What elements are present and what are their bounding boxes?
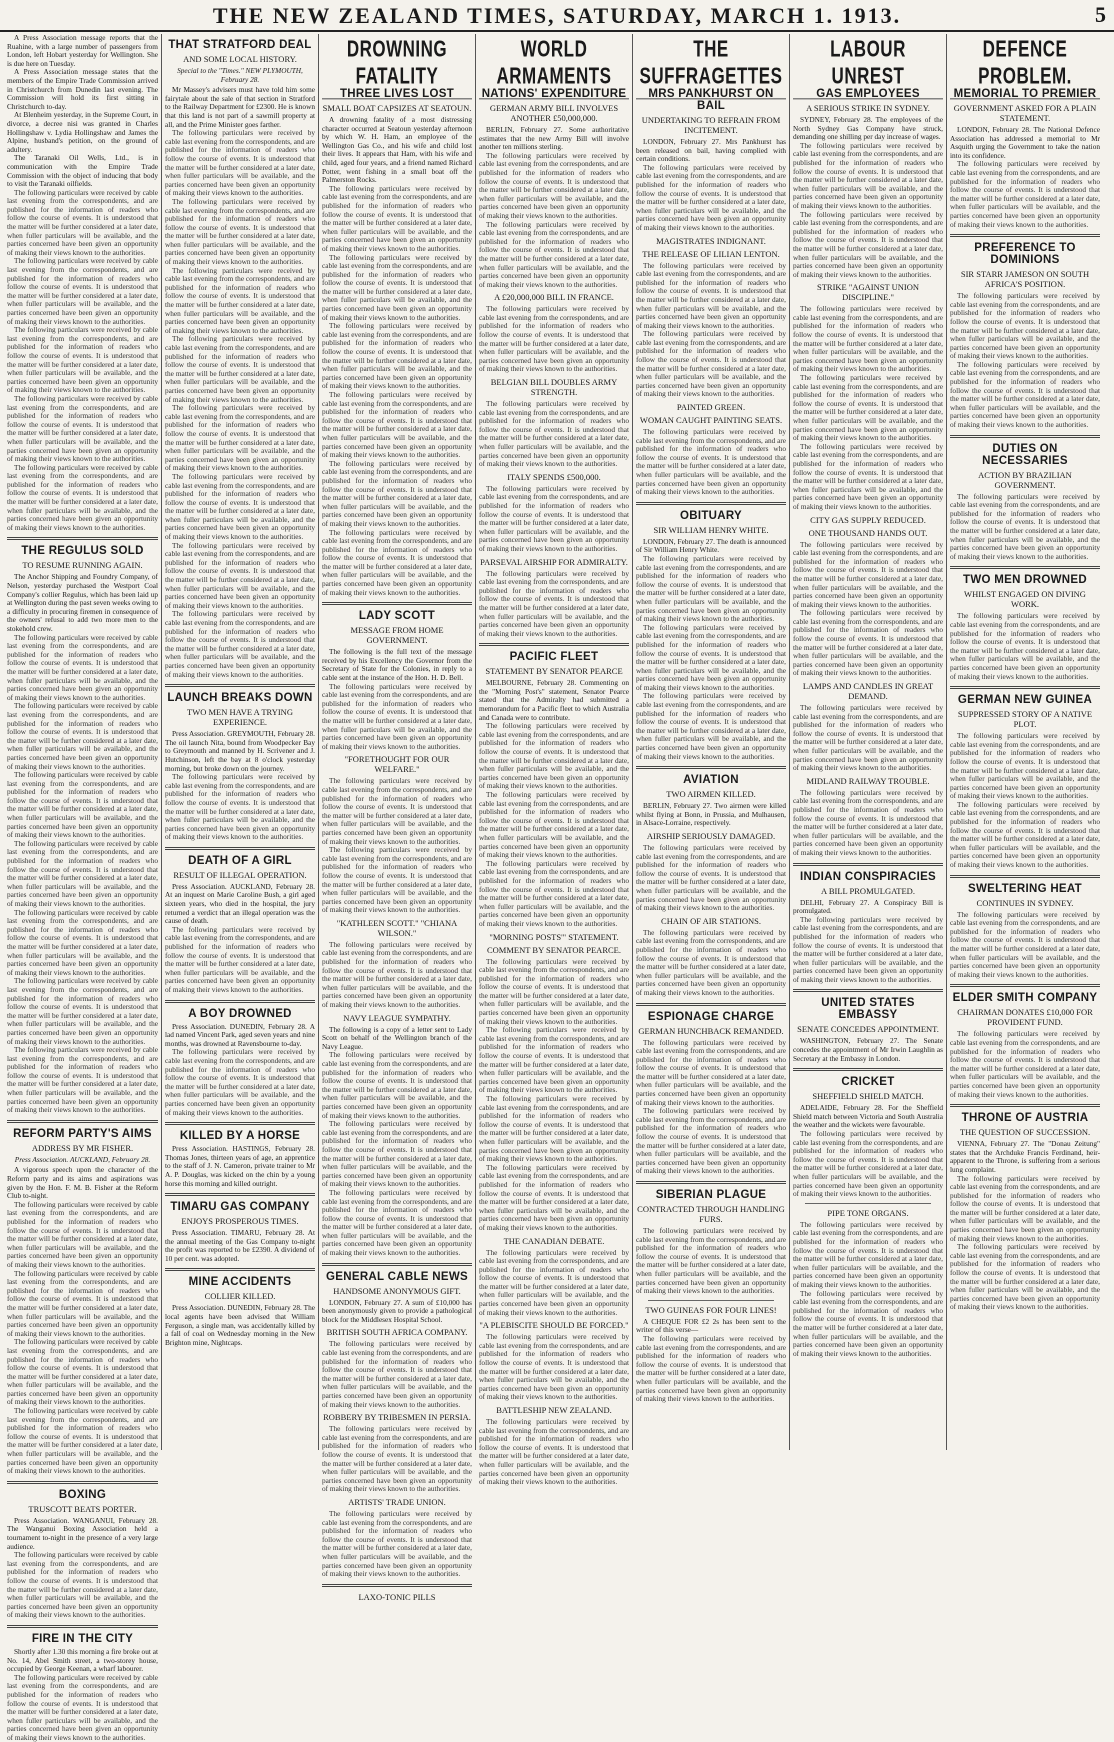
article-subhead: WOMAN CAUGHT PAINTING SEATS.: [639, 415, 783, 426]
article-subhead: "A PLEBISCITE SHOULD BE FORCED.": [479, 1320, 629, 1331]
article-headline: REFORM PARTY'S AIMS: [13, 1127, 152, 1140]
article-subhead: SIR WILLIAM HENRY WHITE.: [653, 524, 769, 535]
divider: [165, 1268, 315, 1271]
article-text: The following particulars were received by cable last evening from the correspondents, and are published for the information of readers who follow the course of events. It is understood that the matter will be further considered at a later date, when fuller particulars will be available, and the parties concerned have been given an opportunity of making their views known to the authorities.: [636, 553, 786, 624]
article-text: The following particulars were received by cable last evening from the correspondents, and are published for the information of readers who follow the course of events. It is understood that the matter will be further considered at a later date, when fuller particulars will be available, and the parties concerned have been given an opportunity of making their views known to the authorities.: [165, 334, 315, 404]
article-text: The following particulars were received by cable last evening from the correspondents, and are published for the information of readers who follow the course of events. It is understood that the matter will be further considered at a later date, when fuller particulars will be available, and the parties concerned have been given an opportunity of making their views known to the authorities.: [7, 838, 158, 908]
article-headline: FIRE IN THE CITY: [31, 1632, 134, 1645]
article-text: The following particulars were received by cable last evening from the correspondents, and are published for the information of readers who follow the course of events. It is understood that the matter will be further considered at a later date, when fuller particulars will be available, and the parties concerned have been given an opportunity of making their views known to the authorities.: [165, 265, 315, 335]
article-text: The following particulars were received by cable last evening from the correspondents, and are published for the information of readers who follow the course of events. It is understood that the matter will be further considered at a later date, when fuller particulars will be available, and the parties concerned have been given an opportunity of making their views known to the authorities.: [7, 701, 158, 771]
divider: [7, 1120, 158, 1123]
article-text: The following particulars were received by cable last evening from the correspondents, and are published for the information of readers who follow the course of events. It is understood that the matter will be further considered at a later date, when fuller particulars will be available, and the parties concerned have been given an opportunity of making their views known to the authorities.: [7, 1268, 158, 1338]
dateline: Press Association. AUCKLAND, February 28.: [14, 1154, 151, 1164]
article-subhead: MIDLAND RAILWAY TROUBLE.: [806, 775, 930, 786]
article-subhead: CITY GAS SUPPLY REDUCED.: [810, 514, 926, 525]
article-text: The following particulars were received by cable last evening from the correspondents, and are published for the information of readers who follow the course of events. It is understood that the matter will be further considered at a later date, when fuller particulars will be available, and the parties concerned have been given an opportunity of making their views known to the authorities.: [322, 1050, 472, 1120]
article-text: The following particulars were received by cable last evening from the correspondents, and are published for the information of readers who follow the course of events. It is understood that the matter will be further considered at a later date, when fuller particulars will be available, and the parties concerned have been given an opportunity of making their views known to the authorities.: [7, 1672, 158, 1742]
article-subhead: MEMORIAL TO PREMIER: [953, 88, 1097, 100]
article-text: The following particulars were received by cable last evening from the correspondents, and are published for the information of readers who follow the course of events. It is understood that the matter will be further considered at a later date, when fuller particulars will be available, and the parties concerned have been given an opportunity of making their views known to the authorities.: [793, 914, 943, 984]
article-text: The following particulars were received by cable last evening from the correspondents, and are published for the information of readers who follow the course of events. It is understood that the matter will be further considered at a later date, when fuller particulars will be available, and the parties concerned have been given an opportunity of making their views known to the authorities.: [7, 1337, 158, 1407]
article-subhead: CONTRACTED THROUGH HANDLING FURS.: [637, 1204, 785, 1224]
article-text: The following particulars were received by cable last evening from the correspondents, and are published for the information of readers who follow the course of events. It is understood that the matter will be further considered at a later date, when fuller particulars will be available, and the parties concerned have been given an opportunity of making their views known to the authorities.: [479, 304, 629, 374]
divider: [7, 1481, 158, 1484]
article-subhead: ARTISTS' TRADE UNION.: [348, 1496, 446, 1507]
advertisement-title: LAXO-TONIC PILLS: [358, 1591, 436, 1602]
article-text: Press Association. AUCKLAND, February 28. At an inquest on Marie Caroline Bush, a girl aged sixteen years, who died in the hospital, the jury returned a verdict that an illegal operation was the cause of death.: [165, 881, 315, 926]
article-text: LONDON, February 28. The National Defence Association has addressed a memorial to Mr Asquith urging the Government to take the nation into its confidence.: [950, 125, 1100, 160]
article-text: The following particulars were received by cable last evening from the correspondents, and are published for the information of readers who follow the course of events. It is understood that the matter will be further considered at a later date, when fuller particulars will be available, and the parties concerned have been given an opportunity of making their views known to the authorities.: [165, 403, 315, 473]
article-headline: SWELTERING HEAT: [968, 882, 1082, 895]
article-subhead: ACTION BY BRAZILIAN GOVERNMENT.: [978, 469, 1072, 490]
article-headline: ELDER SMITH COMPANY: [952, 992, 1098, 1005]
article-text: The following particulars were received by cable last evening from the correspondents, and are published for the information of readers who follow the course of events. It is understood that the matter will be further considered at a later date, when fuller particulars will be available, and the parties concerned have been given an opportunity of making their views known to the authorities.: [479, 1094, 629, 1164]
divider: [322, 602, 472, 605]
article-subhead: BATTLESHIP NEW ZEALAND.: [496, 1405, 612, 1415]
article-headline: AVIATION: [683, 774, 739, 787]
article-subhead: CONTINUES IN SYDNEY.: [976, 897, 1074, 908]
divider: [648, 1300, 774, 1301]
divider: [950, 566, 1100, 569]
article-subhead: RESULT OF ILLEGAL OPERATION.: [173, 869, 307, 880]
masthead-title: THE NEW ZEALAND TIMES, SATURDAY, MARCH 1. 1913.: [212, 3, 902, 28]
article-text: The following particulars were received by cable last evening from the correspondents, and are published for the information of readers who follow the course of events. It is understood that the matter will be further considered at a later date, when fuller particulars will be available, and the parties concerned have been given an opportunity of making their views known to the authorities.: [479, 721, 629, 791]
article-subhead: ROBBERY BY TRIBESMEN IN PERSIA.: [323, 1412, 471, 1423]
article-subhead: TO RESUME RUNNING AGAIN.: [22, 560, 143, 571]
article-headline: OBITUARY: [679, 509, 743, 522]
article-subhead: A SERIOUS STRIKE IN SYDNEY.: [806, 103, 930, 113]
article-text: The following particulars were received by cable last evening from the correspondents, and are published for the information of readers who follow the course of events. It is understood that the matter will be further considered at a later date, when fuller particulars will be available, and the parties concerned have been given an opportunity of making their views known to the authorities.: [793, 373, 943, 443]
divider: [793, 863, 943, 866]
article-headline: LABOUR UNREST: [793, 36, 943, 99]
divider: [636, 502, 786, 505]
article-subhead: CHAIRMAN DONATES £10,000 FOR PROVIDENT FUND.: [957, 1007, 1093, 1028]
article-text: Press Association. DUNEDIN, February 28. The local agents have been advised that William Ferguson, a single man, was accidentally killed by a fall of coal on Wednesday morning in the New Brighton mine, Nightcaps.: [165, 1303, 315, 1347]
article-headline: KILLED BY A HORSE: [179, 1130, 301, 1143]
article-text: The following particulars were received by cable last evening from the correspondents, and are published for the information of readers who follow the course of events. It is understood that the matter will be further considered at a later date, when fuller particulars will be available, and the parties concerned have been given an opportunity of making their views known to the authorities.: [165, 540, 315, 610]
article-text: WASHINGTON, February 27. The Senate concedes the appointment of Mr Irwin Laughlin as Secretary at the Embassy in London.: [793, 1036, 943, 1063]
article-text: The following particulars were received by cable last evening from the correspondents, and are published for the information of readers who follow the course of events. It is understood that the matter will be further considered at a later date, when fuller particulars will be available, and the parties concerned have been given an opportunity of making their views known to the authorities.: [7, 325, 158, 395]
article-text: The following particulars were received by cable last evening from the correspondents, and are published for the information of readers who follow the course of events. It is understood that the matter will be further considered at a later date, when fuller particulars will be available, and the parties concerned have been given an opportunity of making their views known to the authorities.: [7, 1550, 158, 1620]
article-text: The following particulars were received by cable last evening from the correspondents, and are published for the information of readers who follow the course of events. It is understood that the matter will be further considered at a later date, when fuller particulars will be available, and the parties concerned have been given an opportunity of making their views known to the authorities.: [950, 291, 1100, 361]
article-headline: DEATH OF A GIRL: [188, 854, 292, 867]
article-subhead: GOVERNMENT ASKED FOR A PLAIN STATEMENT.: [953, 103, 1097, 123]
column-2: [161, 34, 318, 1450]
divider: [7, 1625, 158, 1628]
article-text: The following particulars were received by cable last evening from the correspondents, and are published for the information of readers who follow the course of events. It is understood that the matter will be further considered at a later date, when fuller particulars will be available, and the parties concerned have been given an opportunity of making their views known to the authorities.: [479, 1247, 629, 1317]
article-text: The following particulars were received by cable last evening from the correspondents, and are published for the information of readers who follow the course of events. It is understood that the matter will be further considered at a later date, when fuller particulars will be available, and the parties concerned have been given an opportunity of making their views known to the authorities.: [950, 491, 1100, 561]
article-headline: LAUNCH BREAKS DOWN: [167, 692, 313, 705]
article-text: ADELAIDE, February 28. For the Sheffield Shield match between Victoria and South Australia the weather and the wickets were favourable.: [793, 1103, 943, 1130]
article-text: The following particulars were received by cable last evening from the correspondents, and are published for the information of readers who follow the course of events. It is understood that the matter will be further considered at a later date, when fuller particulars will be available, and the parties concerned have been given an opportunity of making their views known to the authorities.: [322, 1119, 472, 1189]
article-text: The Taranaki Oil Wells, Ltd., is in communication with the Empire Trade Commission with the object of inducing that body to visit the Taranaki oilfields.: [7, 153, 158, 189]
article-headline: PACIFIC FLEET: [509, 651, 599, 664]
article-text: The following particulars were received by cable last evening from the correspondents, and are published for the information of readers who follow the course of events. It is understood that the matter will be further considered at a later date, when fuller particulars will be available, and the parties concerned have been given an opportunity of making their views known to the authorities.: [793, 441, 943, 511]
column-3: [318, 34, 475, 1602]
article-text: The following particulars were received by cable last evening from the correspondents, and are published for the information of readers who follow the course of events. It is understood that the matter will be further considered at a later date, when fuller particulars will be available, and the parties concerned have been given an opportunity of making their views known to the authorities.: [7, 393, 158, 464]
article-text: The following particulars were received by cable last evening from the correspondents, and are published for the information of readers who follow the course of events. It is understood that the matter will be further considered at a later date, when fuller particulars will be available, and the parties concerned have been given an opportunity of making their views known to the authorities.: [479, 1025, 629, 1095]
article-subhead: "FORETHOUGHT FOR OUR WELFARE.": [344, 754, 450, 775]
article-text: Shortly after 1.30 this morning a fire broke out at No. 14, Abel Smith street, a two-storey house, occupied by George Keenan, a wharf labourer.: [7, 1646, 158, 1674]
article-subhead: MRS PANKHURST ON BAIL: [648, 88, 774, 112]
article-text: The following particulars were received by cable last evening from the correspondents, and are published for the information of readers who follow the course of events. It is understood that the matter will be further considered at a later date, when fuller particulars will be available, and the parties concerned have been given an opportunity of making their views known to the authorities.: [7, 256, 158, 326]
article-headline: TWO MEN DROWNED: [963, 574, 1087, 587]
divider: [950, 686, 1100, 689]
article-subhead: ADDRESS BY MR FISHER.: [31, 1142, 134, 1153]
article-text: The following particulars were received by cable last evening from the correspondents, and are published for the information of readers who follow the course of events. It is understood that the matter will be further considered at a later date, when fuller particulars will be available, and the parties concerned have been given an opportunity of making their views known to the authorities.: [636, 1333, 786, 1404]
article-text: The following particulars were received by cable last evening from the correspondents, and are published for the information of readers who follow the course of events. It is understood that the matter will be further considered at a later date, when fuller particulars will be available, and the parties concerned have been given an opportunity of making their views known to the authorities.: [636, 329, 786, 399]
article-text: The following particulars were received by cable last evening from the correspondents, and are published for the information of readers who follow the course of events. It is understood that the matter will be further considered at a later date, when fuller particulars will be available, and the parties concerned have been given an opportunity of making their views known to the authorities.: [322, 527, 472, 597]
article-text: Press Association. DUNEDIN, February 28. A lad named Vincent Park, aged seven years and nine months, was drowned at Ravensbourne to-day.: [165, 1021, 315, 1048]
article-text: The following particulars were received by cable last evening from the correspondents, and are published for the information of readers who follow the course of events. It is understood that the matter will be further considered at a later date, when fuller particulars will be available, and the parties concerned have been given an opportunity of making their views known to the authorities.: [479, 399, 629, 469]
article-subhead: THE RELEASE OF LILIAN LENTON.: [642, 248, 780, 259]
article-text: LONDON, February 27. Mrs Pankhurst has been released on bail, having complied with certain conditions.: [636, 137, 786, 164]
article-subhead: A BILL PROMULGATED.: [821, 885, 915, 896]
divider: [950, 234, 1100, 237]
article-text: The following particulars were received by cable last evening from the correspondents, and are published for the information of readers who follow the course of events. It is understood that the matter will be further considered at a later date, when fuller particulars will be available, and the parties concerned have been given an opportunity of making their views known to the authorities.: [7, 187, 158, 257]
article-text: The following particulars were received by cable last evening from the correspondents, and are published for the information of readers who follow the course of events. It is understood that the matter will be further considered at a later date, when fuller particulars will be available, and the parties concerned have been given an opportunity of making their views known to the authorities.: [479, 956, 629, 1026]
article-headline: LADY SCOTT: [358, 610, 436, 623]
article-text: A Press Association message reports that the Ruahine, with a large number of passengers from London, left Hobart yesterday for Wellington. She is due here on Tuesday.: [7, 33, 158, 68]
article-text: The following particulars were received by cable last evening from the correspondents, and are published for the information of readers who follow the course of events. It is understood that the matter will be further considered at a later date, when fuller particulars will be available, and the parties concerned have been given an opportunity of making their views known to the authorities.: [636, 1226, 786, 1296]
divider: [165, 1000, 315, 1003]
article-headline: MINE ACCIDENTS: [188, 1276, 292, 1289]
article-headline: INDIAN CONSPIRACIES: [799, 870, 937, 883]
article-subhead: GERMAN HUNCHBACK REMANDED.: [638, 1025, 784, 1036]
article-text: The following particulars were received by cable last evening from the correspondents, and are published for the information of readers who follow the course of events. It is understood that the matter will be further considered at a later date, when fuller particulars will be available, and the parties concerned have been given an opportunity of making their views known to the authorities.: [7, 1406, 158, 1476]
article-text: The following particulars were received by cable last evening from the correspondents, and are published for the information of readers who follow the course of events. It is understood that the matter will be further considered at a later date, when fuller particulars will be available, and the parties concerned have been given an opportunity of making their views known to the authorities.: [165, 924, 315, 994]
divider: [636, 1181, 786, 1184]
article-headline: DUTIES ON NECESSARIES: [982, 442, 1068, 467]
article-text: The following particulars were received by cable last evening from the correspondents, and are published for the information of readers who follow the course of events. It is understood that the matter will be further considered at a later date, when fuller particulars will be available, and the parties concerned have been given an opportunity of making their views known to the authorities.: [7, 632, 158, 702]
article-text: The following particulars were received by cable last evening from the correspondents, and are published for the information of readers who follow the course of events. It is understood that the matter will be further considered at a later date, when fuller particulars will be available, and the parties concerned have been given an opportunity of making their views known to the authorities.: [479, 219, 629, 289]
divider: [165, 684, 315, 687]
article-text: The following is a copy of a letter sent to Lady Scott on behalf of the Wellington branch of the Navy League.: [322, 1024, 472, 1051]
article-subhead: TWO MEN HAVE A TRYING EXPERIENCE.: [187, 707, 293, 728]
article-subhead: LAMPS AND CANDLES IN GREAT DEMAND.: [802, 681, 934, 702]
divider: [950, 875, 1100, 878]
article-headline: A BOY DROWNED: [188, 1007, 292, 1020]
article-text: VIENNA, February 27. The "Donau Zeitung" states that the Archduke Francis Ferdinand, heir-apparent to the Throne, is suffering from a serious lung complaint.: [950, 1139, 1100, 1174]
divider: [165, 1193, 315, 1196]
article-text: The following particulars were received by cable last evening from the correspondents, and are published for the information of readers who follow the course of events. It is understood that the matter will be further considered at a later date, when fuller particulars will be available, and the parties concerned have been given an opportunity of making their views known to the authorities.: [636, 927, 786, 997]
article-text: The following particulars were received by cable last evening from the correspondents, and are published for the information of readers who follow the course of events. It is understood that the matter will be further considered at a later date, when fuller particulars will be available, and the parties concerned have been given an opportunity of making their views known to the authorities.: [322, 776, 472, 846]
column-6: [789, 34, 946, 1450]
article-text: A Press Association message states that the members of the Empire Trade Commission arrived in Christchurch from Dunedin last evening. The Commission will hold its first sitting in Christchurch to-day.: [7, 67, 158, 111]
article-headline: THE REGULUS SOLD: [21, 545, 144, 558]
article-text: The following particulars were received by cable last evening from the correspondents, and are published for the information of readers who follow the course of events. It is understood that the matter will be further considered at a later date, when fuller particulars will be available, and the parties concerned have been given an opportunity of making their views known to the authorities.: [950, 1173, 1100, 1243]
divider: [479, 643, 629, 646]
article-text: The following particulars were received by cable last evening from the correspondents, and are published for the information of readers who follow the course of events. It is understood that the matter will be further considered at a later date, when fuller particulars will be available, and the parties concerned have been given an opportunity of making their views known to the authorities.: [793, 1288, 943, 1358]
article-text: The following particulars were received by cable last evening from the correspondents, and are published for the information of readers who follow the course of events. It is understood that the matter will be further considered at a later date, when fuller particulars will be available, and the parties concerned have been given an opportunity of making their views known to the authorities.: [479, 1332, 629, 1402]
article-subhead: STATEMENT BY SENATOR PEARCE: [485, 666, 623, 677]
article-text: Press Association. GREYMOUTH, February 28. The oil launch Nita, bound from Woodpecker Bay to Greymouth and manned by H. Scrivener and J. Hutchinson, left the bay at 8 o'clock yesterday morning, but broke down on the journey.: [165, 729, 315, 773]
article-text: The following particulars were received by cable last evening from the correspondents, and are published for the information of readers who follow the course of events. It is understood that the matter will be further considered at a later date, when fuller particulars will be available, and the parties concerned have been given an opportunity of making their views known to the authorities.: [7, 976, 158, 1046]
article-text: The following particulars were received by cable last evening from the correspondents, and are published for the information of readers who follow the course of events. It is understood that the matter will be further considered at a later date, when fuller particulars will be available, and the parties concerned have been given an opportunity of making their views known to the authorities.: [322, 1339, 472, 1409]
article-subhead: SENATE CONCEDES APPOINTMENT.: [797, 1024, 939, 1035]
article-subhead: MESSAGE FROM HOME GOVERNMENT.: [350, 625, 444, 646]
article-text: The following particulars were received by cable last evening from the correspondents, and are published for the information of readers who follow the course of events. It is understood that the matter will be further considered at a later date, when fuller particulars will be available, and the parties concerned have been given an opportunity of making their views known to the authorities.: [950, 159, 1100, 229]
article-text: The following particulars were received by cable last evening from the correspondents, and are published for the information of readers who follow the course of events. It is understood that the matter will be further considered at a later date, when fuller particulars will be available, and the parties concerned have been given an opportunity of making their views known to the authorities.: [479, 568, 629, 638]
article-text: A drowning fatality of a most distressing character occurred at Seatoun yesterday afternoon by which W. H. Ham, an employee of the Wellington Gas Co., and his wife and child lost their lives. It appears that Ham, with his wife and child, aged four years, and a friend named Richard Potter, went fishing in a small boat off the Palmerston Rocks.: [322, 115, 472, 185]
article-text: The following particulars were received by cable last evening from the correspondents, and are published for the information of readers who follow the course of events. It is understood that the matter will be further considered at a later date, when fuller particulars will be available, and the parties concerned have been given an opportunity of making their views known to the authorities.: [636, 427, 786, 497]
divider: [636, 1003, 786, 1006]
article-text: The following particulars were received by cable last evening from the correspondents, and are published for the information of readers who follow the course of events. It is understood that the matter will be further considered at a later date, when fuller particulars will be available, and the parties concerned have been given an opportunity of making their views known to the authorities.: [322, 252, 472, 322]
article-text: The following particulars were received by cable last evening from the correspondents, and are published for the information of readers who follow the course of events. It is understood that the matter will be further considered at a later date, when fuller particulars will be available, and the parties concerned have been given an opportunity of making their views known to the authorities.: [165, 1047, 315, 1117]
article-subhead: ONE THOUSAND HANDS OUT.: [808, 527, 928, 538]
article-subhead: BELGIAN BILL DOUBLES ARMY STRENGTH.: [490, 377, 618, 398]
article-subhead: TWO AIRMEN KILLED.: [666, 789, 756, 800]
article-headline: UNITED STATES EMBASSY: [821, 997, 915, 1022]
article-subhead: SMALL BOAT CAPSIZES AT SEATOUN.: [322, 103, 472, 113]
article-text: The following particulars were received by cable last evening from the correspondents, and are published for the information of readers who follow the course of events. It is understood that the matter will be further considered at a later date, when fuller particulars will be available, and the parties concerned have been given an opportunity of making their views known to the authorities.: [793, 539, 943, 609]
article-text: The following particulars were received by cable last evening from the correspondents, and are published for the information of readers who follow the course of events. It is understood that the matter will be further considered at a later date, when fuller particulars will be available, and the parties concerned have been given an opportunity of making their views known to the authorities.: [479, 150, 629, 220]
article-subhead: UNDERTAKING TO REFRAIN FROM INCITEMENT.: [641, 115, 781, 135]
article-text: Mr Massey's advisers must have told him some fairytale about the sale of that section in Stratford to the Railway Department for £2300. He is known that this land is not part of a sawmill property at all, and the Prime Minister goes farther.: [165, 85, 315, 129]
article-text: The following particulars were received by cable last evening from the correspondents, and are published for the information of readers who follow the course of events. It is understood that the matter will be further considered at a later date, when fuller particulars will be available, and the parties concerned have been given an opportunity of making their views known to the authorities.: [479, 858, 629, 928]
article-text: A vigorous speech upon the character of the Reform party and its aims and aspirations was given by the Hon. F. M. B. Fisher at the Reform Club to-night.: [7, 1165, 158, 1201]
article-text: The following particulars were received by cable last evening from the correspondents, and are published for the information of readers who follow the course of events. It is understood that the matter will be further considered at a later date, when fuller particulars will be available, and the parties concerned have been given an opportunity of making their views known to the authorities.: [793, 209, 943, 279]
article-text: The following particulars were received by cable last evening from the correspondents, and are published for the information of readers who follow the course of events. It is understood that the matter will be further considered at a later date, when fuller particulars will be available, and the parties concerned have been given an opportunity of making their views known to the authorities.: [322, 1508, 472, 1579]
article-text: The following particulars were received by cable last evening from the correspondents, and are published for the information of readers who follow the course of events. It is understood that the matter will be further considered at a later date, when fuller particulars will be available, and the parties concerned have been given an opportunity of making their views known to the authorities.: [322, 458, 472, 528]
divider: [950, 1104, 1100, 1107]
column-4: [475, 34, 632, 1487]
article-text: The following particulars were received by cable last evening from the correspondents, and are published for the information of readers who follow the course of events. It is understood that the matter will be further considered at a later date, when fuller particulars will be available, and the parties concerned have been given an opportunity of making their views known to the authorities.: [793, 608, 943, 678]
article-subhead: CHAIN OF AIR STATIONS.: [661, 915, 761, 926]
article-subhead: NATIONS' EXPENDITURE: [481, 88, 627, 100]
article-text: The following particulars were received by cable last evening from the correspondents, and are published for the information of readers who follow the course of events. It is understood that the matter will be further considered at a later date, when fuller particulars will be available, and the parties concerned have been given an opportunity of making their views known to the authorities.: [793, 1219, 943, 1289]
divider: [636, 766, 786, 769]
article-text: The following particulars were received by cable last evening from the correspondents, and are published for the information of readers who follow the course of events. It is understood that the matter will be further considered at a later date, when fuller particulars will be available, and the parties concerned have been given an opportunity of making their views known to the authorities.: [7, 770, 158, 840]
divider: [165, 1122, 315, 1125]
article-text: The following particulars were received by cable last evening from the correspondents, and are published for the information of readers who follow the course of events. It is understood that the matter will be further considered at a later date, when fuller particulars will be available, and the parties concerned have been given an opportunity of making their views known to the authorities.: [636, 1037, 786, 1107]
article-text: The following particulars were received by cable last evening from the correspondents, and are published for the information of readers who follow the course of events. It is understood that the matter will be further considered at a later date, when fuller particulars will be available, and the parties concerned have been given an opportunity of making their views known to the authorities.: [950, 359, 1100, 430]
dateline: Special to the "Times." NEW PLYMOUTH, February 28.: [177, 66, 303, 84]
article-text: The following particulars were received by cable last evening from the correspondents, and are published for the information of readers who follow the course of events. It is understood that the matter will be further considered at a later date, when fuller particulars will be available, and the parties concerned have been given an opportunity of making their views known to the authorities.: [7, 462, 158, 532]
article-headline: GERMAN NEW GUINEA: [957, 694, 1093, 707]
columns: [4, 33, 1110, 1742]
article-subhead: MAGISTRATES INDIGNANT.: [656, 235, 766, 246]
article-headline: DEFENCE PROBLEM.: [950, 36, 1100, 99]
divider: [322, 1584, 472, 1587]
article-text: The following particulars were received by cable last evening from the correspondents, and are published for the information of readers who follow the course of events. It is understood that the matter will be further considered at a later date, when fuller particulars will be available, and the parties concerned have been given an opportunity of making their views known to the authorities.: [165, 772, 315, 842]
article-text: The following particulars were received by cable last evening from the correspondents, and are published for the information of readers who follow the course of events. It is understood that the matter will be further considered at a later date, when fuller particulars will be available, and the parties concerned have been given an opportunity of making their views known to the authorities.: [479, 1162, 629, 1232]
article-text: At Blenheim yesterday, in the Supreme Court, in divorce, a decree nisi was granted in Charles Hollingshaw v. Lydia Hollingshaw and James the Alpine, husband's petition, on the ground of adultery.: [7, 110, 158, 154]
article-text: The following particulars were received by cable last evening from the correspondents, and are published for the information of readers who follow the course of events. It is understood that the matter will be further considered at a later date, when fuller particulars will be available, and the parties concerned have been given an opportunity of making their views known to the authorities.: [636, 843, 786, 913]
article-text: The following particulars were received by cable last evening from the correspondents, and are published for the information of readers who follow the course of events. It is understood that the matter will be further considered at a later date, when fuller particulars will be available, and the parties concerned have been given an opportunity of making their views known to the authorities.: [636, 691, 786, 761]
article-headline: SIBERIAN PLAGUE: [655, 1189, 767, 1201]
article-subhead: ITALY SPENDS £500,000.: [507, 471, 601, 482]
article-text: The following particulars were received by cable last evening from the correspondents, and are published for the information of readers who follow the course of events. It is understood that the matter will be further considered at a later date, when fuller particulars will be available, and the parties concerned have been given an opportunity of making their views known to the authorities.: [636, 162, 786, 232]
article-text: The following particulars were received by cable last evening from the correspondents, and are published for the information of readers who follow the course of events. It is understood that the matter will be further considered at a later date, when fuller particulars will be available, and the parties concerned have been given an opportunity of making their views known to the authorities.: [793, 787, 943, 857]
divider: [805, 1203, 931, 1204]
article-text: The following particulars were received by cable last evening from the correspondents, and are published for the information of readers who follow the course of events. It is understood that the matter will be further considered at a later date, when fuller particulars will be available, and the parties concerned have been given an opportunity of making their views known to the authorities.: [165, 609, 315, 679]
article-headline: THAT STRATFORD DEAL: [168, 39, 312, 51]
article-text: Press Association. HASTINGS, February 28. Thomas Jones, thirteen years of age, an apprentice to the staff of J. N. Cameron, private trainer to Mr A. P. Douglas, was kicked on the chin by a young horse this morning and killed outright.: [165, 1144, 315, 1188]
article-headline: BOXING: [58, 1488, 107, 1501]
article-text: The following particulars were received by cable last evening from the correspondents, and are published for the information of readers who follow the course of events. It is understood that the matter will be further considered at a later date, when fuller particulars will be available, and the parties concerned have been given an opportunity of making their views known to the authorities.: [165, 471, 315, 542]
article-text: The following particulars were received by cable last evening from the correspondents, and are published for the information of readers who follow the course of events. It is understood that the matter will be further considered at a later date, when fuller particulars will be available, and the parties concerned have been given an opportunity of making their views known to the authorities.: [322, 681, 472, 751]
divider: [950, 435, 1100, 438]
article-text: The following particulars were received by cable last evening from the correspondents, and are published for the information of readers who follow the course of events. It is understood that the matter will be further considered at a later date, when fuller particulars will be available, and the parties concerned have been given an opportunity of making their views known to the authorities.: [950, 611, 1100, 681]
article-text: The following particulars were received by cable last evening from the correspondents, and are published for the information of readers who follow the course of events. It is understood that the matter will be further considered at a later date, when fuller particulars will be available, and the parties concerned have been given an opportunity of making their views known to the authorities.: [950, 909, 1100, 979]
article-text: BERLIN, February 27. Some authoritative estimates that the new Army Bill will involve another ten millions sterling.: [479, 125, 629, 152]
article-headline: CRICKET: [841, 1076, 895, 1089]
article-text: The following particulars were received by cable last evening from the correspondents, and are published for the information of readers who follow the course of events. It is understood that the matter will be further considered at a later date, when fuller particulars will be available, and the parties concerned have been given an opportunity of making their views known to the authorities.: [793, 140, 943, 210]
article-text: The following particulars were received by cable last evening from the correspondents, and are published for the information of readers who follow the course of events. It is understood that the matter will be further considered at a later date, when fuller particulars will be available, and the parties concerned have been given an opportunity of making their views known to the authorities.: [793, 703, 943, 773]
masthead: [0, 0, 1114, 32]
article-headline: ESPIONAGE CHARGE: [647, 1010, 775, 1023]
article-text: LONDON, February 27. A sum of £10,000 has been anonymously given to provide a pathological block for the Middlesex Hospital School.: [322, 1297, 472, 1324]
article-subhead: THE CANADIAN DEBATE.: [503, 1235, 605, 1246]
article-text: The following particulars were received by cable last evening from the correspondents, and are published for the information of readers who follow the course of events. It is understood that the matter will be further considered at a later date, when fuller particulars will be available, and the parties concerned have been given an opportunity of making their views known to the authorities.: [636, 622, 786, 692]
article-text: The following particulars were received by cable last evening from the correspondents, and are published for the information of readers who follow the course of events. It is understood that the matter will be further considered at a later date, when fuller particulars will be available, and the parties concerned have been given an opportunity of making their views known to the authorities.: [322, 1187, 472, 1258]
divider: [7, 537, 158, 540]
article-subhead: HANDSOME ANONYMOUS GIFT.: [333, 1285, 461, 1296]
divider: [950, 984, 1100, 987]
article-text: Press Association. TIMARU, February 28. At the annual meeting of the Gas Company to-night the profit was reported to be £2390. A dividend of 10 per cent. was adopted.: [165, 1228, 315, 1263]
article-text: The following particulars were received by cable last evening from the correspondents, and are published for the information of readers who follow the course of events. It is understood that the matter will be further considered at a later date, when fuller particulars will be available, and the parties concerned have been given an opportunity of making their views known to the authorities.: [950, 1029, 1100, 1099]
article-headline: GENERAL CABLE NEWS: [326, 1270, 468, 1283]
article-subhead: PAINTED GREEN.: [676, 402, 746, 413]
article-subhead: GERMAN ARMY BILL INVOLVES ANOTHER £50,000,000.: [489, 103, 619, 123]
article-text: Press Association. WANGANUI, February 28. The Wanganui Boxing Association held a tournament to-night in the presence of a very large audience.: [7, 1515, 158, 1551]
article-subhead: COLLIER KILLED.: [204, 1291, 276, 1302]
article-text: BERLIN, February 27. Two airmen were killed whilst flying at Bonn, in Prussia, and Mulhausen, in Alsace-Lorraine, respectively.: [636, 801, 786, 828]
article-text: The following particulars were received by cable last evening from the correspondents, and are published for the information of readers who follow the course of events. It is understood that the matter will be further considered at a later date, when fuller particulars will be available, and the parties concerned have been given an opportunity of making their views known to the authorities.: [322, 390, 472, 460]
column-1: [4, 33, 161, 1742]
article-text: The following particulars were received by cable last evening from the correspondents, and are published for the information of readers who follow the course of events. It is understood that the matter will be further considered at a later date, when fuller particulars will be available, and the parties concerned have been given an opportunity of making their views known to the authorities.: [636, 1106, 786, 1176]
article-text: The following particulars were received by cable last evening from the correspondents, and are published for the information of readers who follow the course of events. It is understood that the matter will be further considered at a later date, when fuller particulars will be available, and the parties concerned have been given an opportunity of making their views known to the authorities.: [322, 183, 472, 253]
article-subhead: "KATHLEEN SCOTT." "CHIANA WILSON.": [336, 917, 458, 938]
article-subhead: GAS EMPLOYEES: [816, 88, 920, 100]
article-subhead: "MORNING POSTS'" STATEMENT.: [489, 931, 619, 942]
article-subhead: NAVY LEAGUE SYMPATHY.: [343, 1012, 451, 1023]
article-text: SYDNEY, February 28. The employees of the North Sydney Gas Company have struck, demanding one shilling per day increase of wages.: [793, 115, 943, 142]
divider: [165, 847, 315, 850]
article-subhead: COMMENT BY SENATOR PEARCE.: [487, 944, 621, 955]
article-text: The following is the full text of the message received by his Excellency the Governor from the Secretary of State for the Colonies, in reply to a cable sent at the instance of the Hon. H. D. Bell.: [322, 647, 472, 683]
article-subhead: STRIKE "AGAINST UNION DISCIPLINE.": [816, 282, 919, 303]
article-text: The following particulars were received by cable last evening from the correspondents, and are published for the information of readers who follow the course of events. It is understood that the matter will be further considered at a later date, when fuller particulars will be available, and the parties concerned have been given an opportunity of making their views known to the authorities.: [7, 1199, 158, 1269]
article-headline: THRONE OF AUSTRIA: [961, 1112, 1089, 1125]
article-text: The following particulars were received by cable last evening from the correspondents, and are published for the information of readers who follow the course of events. It is understood that the matter will be further considered at a later date, when fuller particulars will be available, and the parties concerned have been given an opportunity of making their views known to the authorities.: [479, 790, 629, 860]
article-text: The following particulars were received by cable last evening from the correspondents, and are published for the information of readers who follow the course of events. It is understood that the matter will be further considered at a later date, when fuller particulars will be available, and the parties concerned have been given an opportunity of making their views known to the authorities.: [636, 260, 786, 330]
article-subhead: SIR STARR JAMESON ON SOUTH AFRICA'S POSITION.: [960, 269, 1090, 290]
article-subhead: WHILST ENGAGED ON DIVING WORK.: [964, 589, 1086, 610]
advertisement-text: A CHEQUE FOR £2 2s has been sent to the writer of this verse—: [636, 1316, 786, 1335]
article-text: The following particulars were received by cable last evening from the correspondents, and are published for the information of readers who follow the course of events. It is understood that the matter will be further considered at a later date, when fuller particulars will be available, and the parties concerned have been given an opportunity of making their views known to the authorities.: [793, 1129, 943, 1199]
article-text: LONDON, February 27. The death is announced of Sir William Henry White.: [636, 536, 786, 555]
article-subhead: A £20,000,000 BILL IN FRANCE.: [494, 292, 614, 303]
article-subhead: SUPPRESSED STORY OF A NATIVE PLOT.: [957, 709, 1093, 730]
advertisement-title: PIPE TONE ORGANS.: [827, 1207, 909, 1218]
divider: [322, 1263, 472, 1266]
article-text: The following particulars were received by cable last evening from the correspondents, and are published for the information of readers who follow the course of events. It is understood that the matter will be further considered at a later date, when fuller particulars will be available, and the parties concerned have been given an opportunity of making their views known to the authorities.: [165, 128, 315, 198]
article-text: MELBOURNE, February 28. Commenting on the "Morning Post's" statement, Senator Pearce stated that the Admiralty had submitted a memorandum for a Pacific fleet to which Australia and Canada were to contribute.: [479, 678, 629, 722]
article-headline: TIMARU GAS COMPANY: [170, 1201, 310, 1214]
article-text: The following particulars were received by cable last evening from the correspondents, and are published for the information of readers who follow the course of events. It is understood that the matter will be further considered at a later date, when fuller particulars will be available, and the parties concerned have been given an opportunity of making their views known to the authorities.: [165, 196, 315, 267]
article-subhead: BRITISH SOUTH AFRICA COMPANY.: [326, 1327, 468, 1338]
article-text: The following particulars were received by cable last evening from the correspondents, and are published for the information of readers who follow the course of events. It is understood that the matter will be further considered at a later date, when fuller particulars will be available, and the parties concerned have been given an opportunity of making their views known to the authorities.: [7, 1045, 158, 1115]
article-text: The following particulars were received by cable last evening from the correspondents, and are published for the information of readers who follow the course of events. It is understood that the matter will be further considered at a later date, when fuller particulars will be available, and the parties concerned have been given an opportunity of making their views known to the authorities.: [7, 907, 158, 977]
page-number: 5: [1095, 2, 1106, 27]
article-subhead: PARSEVAL AIRSHIP FOR ADMIRALTY.: [480, 556, 628, 567]
divider: [793, 1068, 943, 1071]
article-subhead: THREE LIVES LOST: [339, 88, 455, 100]
article-text: The following particulars were received by cable last evening from the correspondents, and are published for the information of readers who follow the course of events. It is understood that the matter will be further considered at a later date, when fuller particulars will be available, and the parties concerned have been given an opportunity of making their views known to the authorities.: [950, 1242, 1100, 1312]
article-text: The Anchor Shipping and Foundry Company, of Nelson, yesterday purchased the Westport Coal Company's collier Regulus, which has been laid up at Wellington during the past seven weeks owing to a difficulty in procuring firemen in consequence of the owners' refusal to add two more men to the stokehold crew.: [7, 572, 158, 633]
article-text: The following particulars were received by cable last evening from the correspondents, and are published for the information of readers who follow the course of events. It is understood that the matter will be further considered at a later date, when fuller particulars will be available, and the parties concerned have been given an opportunity of making their views known to the authorities.: [950, 799, 1100, 870]
article-text: The following particulars were received by cable last evening from the correspondents, and are published for the information of readers who follow the course of events. It is understood that the matter will be further considered at a later date, when fuller particulars will be available, and the parties concerned have been given an opportunity of making their views known to the authorities.: [950, 731, 1100, 801]
article-subhead: ENJOYS PROSPEROUS TIMES.: [181, 1216, 299, 1227]
article-text: The following particulars were received by cable last evening from the correspondents, and are published for the information of readers who follow the course of events. It is understood that the matter will be further considered at a later date, when fuller particulars will be available, and the parties concerned have been given an opportunity of making their views known to the authorities.: [322, 1424, 472, 1494]
article-subhead: SHEFFIELD SHIELD MATCH.: [812, 1091, 924, 1102]
article-text: The following particulars were received by cable last evening from the correspondents, and are published for the information of readers who follow the course of events. It is understood that the matter will be further considered at a later date, when fuller particulars will be available, and the parties concerned have been given an opportunity of making their views known to the authorities.: [322, 845, 472, 915]
divider: [793, 989, 943, 992]
article-headline: WORLD ARMAMENTS: [479, 36, 629, 99]
article-headline: THE SUFFRAGETTES: [636, 36, 786, 99]
article-text: The following particulars were received by cable last evening from the correspondents, and are published for the information of readers who follow the course of events. It is understood that the matter will be further considered at a later date, when fuller particulars will be available, and the parties concerned have been given an opportunity of making their views known to the authorities.: [479, 483, 629, 553]
article-headline: DROWNING FATALITY: [322, 36, 472, 99]
article-text: The following particulars were received by cable last evening from the correspondents, and are published for the information of readers who follow the course of events. It is understood that the matter will be further considered at a later date, when fuller particulars will be available, and the parties concerned have been given an opportunity of making their views known to the authorities.: [479, 1417, 629, 1487]
article-text: The following particulars were received by cable last evening from the correspondents, and are published for the information of readers who follow the course of events. It is understood that the matter will be further considered at a later date, when fuller particulars will be available, and the parties concerned have been given an opportunity of making their views known to the authorities.: [322, 939, 472, 1010]
article-subhead: AND SOME LOCAL HISTORY.: [183, 54, 297, 64]
column-5: [632, 34, 789, 1450]
article-text: The following particulars were received by cable last evening from the correspondents, and are published for the information of readers who follow the course of events. It is understood that the matter will be further considered at a later date, when fuller particulars will be available, and the parties concerned have been given an opportunity of making their views known to the authorities.: [793, 304, 943, 374]
column-7: [946, 34, 1103, 1450]
article-text: The following particulars were received by cable last evening from the correspondents, and are published for the information of readers who follow the course of events. It is understood that the matter will be further considered at a later date, when fuller particulars will be available, and the parties concerned have been given an opportunity of making their views known to the authorities.: [322, 321, 472, 391]
advertisement-title: TWO GUINEAS FOR FOUR LINES!: [645, 1304, 777, 1315]
article-text: DELHI, February 27. A Conspiracy Bill is promulgated.: [793, 897, 943, 916]
article-subhead: THE QUESTION OF SUCCESSION.: [959, 1127, 1091, 1138]
article-headline: PREFERENCE TO DOMINIONS: [974, 242, 1076, 267]
article-subhead: TRUSCOTT BEATS PORTER.: [28, 1503, 137, 1514]
article-subhead: AIRSHIP SERIOUSLY DAMAGED.: [646, 831, 776, 841]
